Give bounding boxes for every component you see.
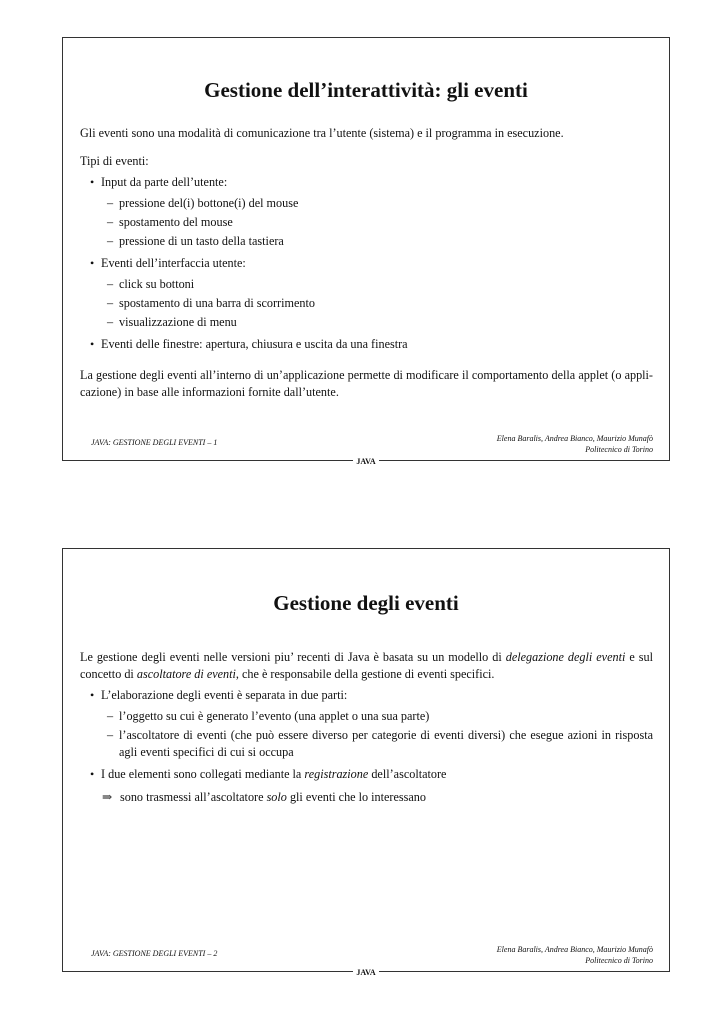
sub-item-text: spostamento di una barra di scorrimento [119,296,315,310]
java-tag-label: JAVA [353,968,378,977]
list-item [80,174,653,250]
dash-icon: – [107,277,114,291]
sub-list-item [101,214,653,231]
implies-arrow-icon: ⇒ [102,790,113,804]
bullet-icon: • [90,688,95,702]
slide-2-body [80,649,653,806]
sub-list-item [101,233,653,250]
slide-1-footer-left: JAVA: GESTIONE DEGLI EVENTI – 1 [91,438,218,447]
slide-1-java-tag [63,457,669,466]
slide-1-title: Gestione dell’interattività: gli eventi [204,78,528,102]
sub-list-item [101,314,653,331]
sub-item-text: pressione di un tasto della tastiera [119,234,284,248]
intro-emphasis: ascoltatore di eventi [136,667,236,681]
dash-icon: – [107,215,114,229]
sub-list-item [101,195,653,212]
sub-list-item [101,727,653,761]
bullet-label: Eventi dell’interfaccia utente: [101,256,246,270]
bullet-icon: • [90,767,95,781]
dash-icon: – [107,234,114,248]
footer-institution: Politecnico di Torino [585,956,653,965]
sub-item-text: l’ascoltatore di eventi (che può essere diverso per categorie di eventi diversi) che esegue azioni in risposta agli eventi specifici di cui si occupa [119,728,653,759]
footer-institution: Politecnico di Torino [585,445,653,454]
sub-list-item [101,708,653,725]
slide-1-body [80,125,653,401]
bullet-label: I due elementi sono collegati mediante la [101,767,305,781]
sub-list-item [101,295,653,312]
implies-line [80,789,653,806]
dash-icon: – [107,196,114,210]
list-item [80,766,653,783]
bullet-label: Eventi delle finestre: apertura, chiusura e uscita da una finestra [101,337,408,351]
intro-text: , che è responsabile della gestione di eventi specifici. [235,667,495,681]
bullet-emphasis: registrazione [304,767,369,781]
dash-icon: – [107,315,114,329]
sub-list [101,276,653,331]
sub-list [101,195,653,250]
slide-1-footer-right [497,433,653,455]
slide-1-closing: La gestione degli eventi all’interno di un’applicazione permette di modificare il comportamento della applet (o appli-cazione) in base alle informazioni fornite dall’utente. [80,368,653,399]
slide-2-title: Gestione degli eventi [273,591,459,615]
slide-2-bullet-list [80,687,653,783]
implies-emphasis: solo [266,790,287,804]
bullet-icon: • [90,175,95,189]
dash-icon: – [107,728,114,742]
bullet-icon: • [90,337,95,351]
sub-item-text: l’oggetto su cui è generato l’evento (una applet o una sua parte) [119,709,430,723]
implies-text: sono trasmessi all’ascoltatore [120,790,267,804]
sub-item-text: click su bottoni [119,277,195,291]
sub-item-text: pressione del(i) bottone(i) del mouse [119,196,299,210]
slide-2-java-tag [63,968,669,977]
sub-list [101,708,653,761]
bullet-label: Input da parte dell’utente: [101,175,228,189]
bullet-label: dell’ascoltatore [368,767,447,781]
footer-authors: Elena Baralis, Andrea Bianco, Maurizio Munafò [496,434,653,443]
slide-2-footer-left: JAVA: GESTIONE DEGLI EVENTI – 2 [91,949,218,958]
java-tag-label: JAVA [353,457,378,466]
implies-text: gli eventi che lo interessano [286,790,426,804]
list-item [80,336,653,353]
list-item [80,255,653,331]
sub-list-item [101,276,653,293]
sub-item-text: visualizzazione di menu [119,315,237,329]
footer-authors: Elena Baralis, Andrea Bianco, Maurizio Munafò [496,945,653,954]
sub-item-text: spostamento del mouse [119,215,233,229]
slide-1-intro: Gli eventi sono una modalità di comunicazione tra l’utente (sistema) e il programma in esecuzione. [80,126,564,140]
dash-icon: – [107,709,114,723]
dash-icon: – [107,296,114,310]
bullet-icon: • [90,256,95,270]
slide-2-footer-right [497,944,653,966]
list-item [80,687,653,761]
slide-1-bullet-list [80,174,653,353]
intro-text: Le gestione degli eventi nelle versioni piu’ recenti di Java è basata su un modello di [80,650,506,664]
slide-2-intro [80,649,653,683]
bullet-label: L’elaborazione degli eventi è separata in due parti: [101,688,348,702]
slide-1 [62,37,670,466]
slide-1-types-heading: Tipi di eventi: [80,154,149,168]
intro-text: e sul concetto di [80,650,653,681]
slide-2 [62,548,670,977]
intro-emphasis: delegazione degli eventi [505,650,626,664]
